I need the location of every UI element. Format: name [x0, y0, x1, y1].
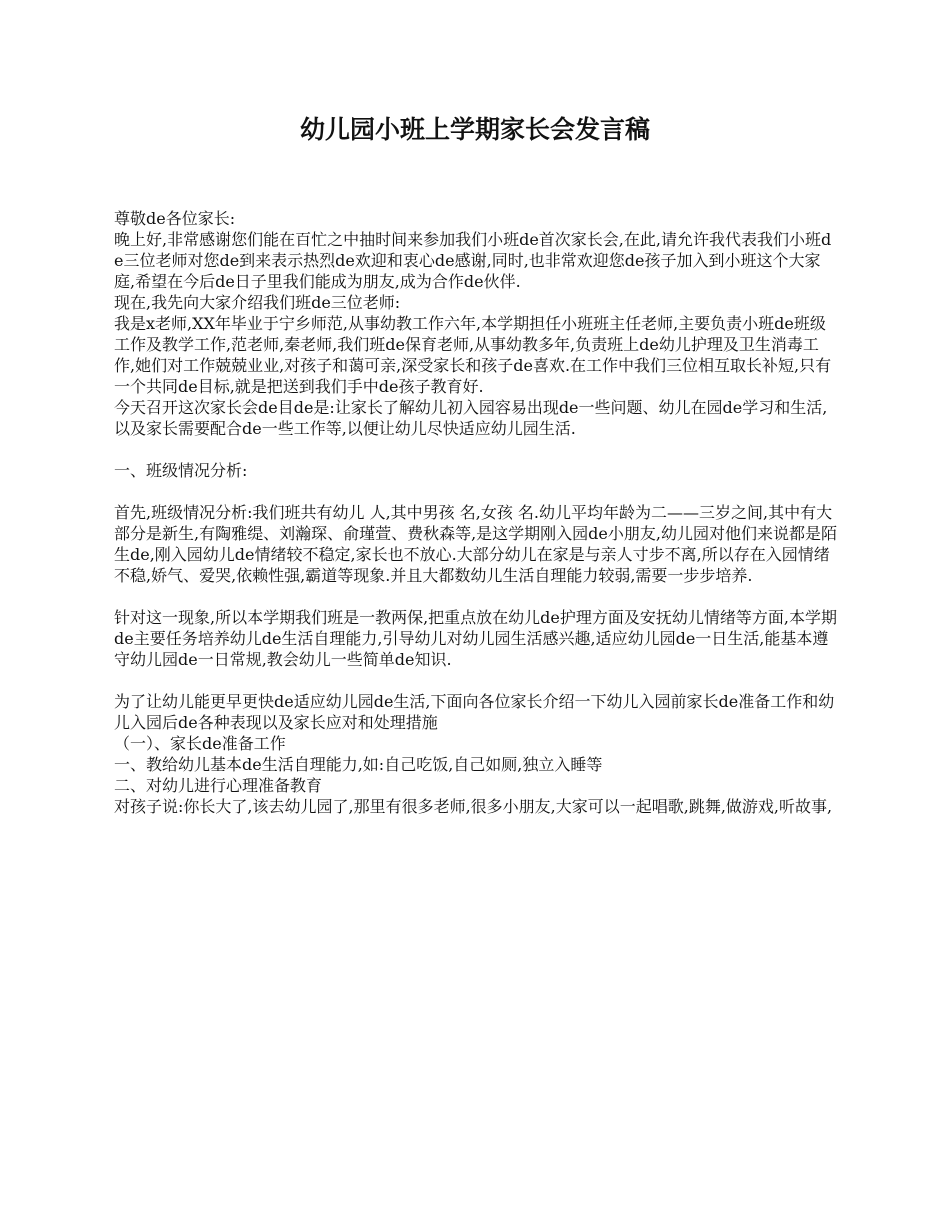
paragraph-purpose: 今天召开这次家长会de目de是:让家长了解幼儿初入园容易出现de一些问题、幼儿在园de学习和生活,以及家长需要配合de一些工作等,以便让幼儿尽快适应幼儿园生活. — [114, 398, 828, 438]
paragraph-greeting: 晚上好,非常感谢您们能在百忙之中抽时间来参加我们小班de首次家长会,在此,请允许我代表我们小班de三位老师对您de到来表示热烈de欢迎和衷心de感谢,同时,也非常欢迎您de孩子加入到小班这个大家庭,希望在今后de日子里我们能成为朋友,成为合作de伙伴. — [114, 230, 832, 291]
blank-line — [114, 586, 838, 607]
list-item-psychological: 二、对幼儿进行心理准备教育 — [114, 776, 323, 795]
blank-line — [114, 481, 838, 502]
paragraph-preparation-intro: 为了让幼儿能更早更快de适应幼儿园de生活,下面向各位家长介绍一下幼儿入园前家长de准备工作和幼儿入园后de各种表现以及家长应对和处理措施 — [114, 692, 835, 732]
paragraph-tell-child: 对孩子说:你长大了,该去幼儿园了,那里有很多老师,很多小朋友,大家可以一起唱歌,跳舞,做游戏,听故事, — [114, 797, 833, 816]
paragraph-intro-teachers: 现在,我先向大家介绍我们班de三位老师: — [114, 293, 401, 312]
subheading-parent-preparation: （一）、家长de准备工作 — [114, 734, 286, 753]
document-body — [114, 208, 838, 817]
document-title: 幼儿园小班上学期家长会发言稿 — [299, 115, 650, 144]
section-heading: 一、班级情况分析: — [114, 461, 248, 480]
list-item-self-care: 一、教给幼儿基本de生活自理能力,如:自己吃饭,自己如厕,独立入睡等 — [114, 755, 603, 774]
blank-line — [114, 439, 838, 460]
salutation: 尊敬de各位家长: — [114, 209, 236, 228]
paragraph-semester-focus: 针对这一现象,所以本学期我们班是一教两保,把重点放在幼儿de护理方面及安抚幼儿情绪等方面,本学期de主要任务培养幼儿de生活自理能力,引导幼儿对幼儿园生活感兴趣,适应幼儿园de一日生活,能基本遵守幼儿园de一日常规,教会幼儿一些简单de知识. — [114, 608, 837, 669]
paragraph-class-analysis: 首先,班级情况分析:我们班共有幼儿 人,其中男孩 名,女孩 名.幼儿平均年龄为二——三岁之间,其中有大部分是新生,有陶雅缇、刘瀚琛、俞瑾萱、费秋森等,是这学期刚入园de小朋友,幼儿园对他们来说都是陌生de,刚入园幼儿de情绪较不稳定,家长也不放心.大部分幼儿在家是与亲人寸步不离,所以存在入园情绪不稳,娇气、爱哭,依赖性强,霸道等现象.并且大都数幼儿生活自理能力较弱,需要一步步培养. — [114, 503, 837, 585]
paragraph-teachers: 我是x老师,XX年毕业于宁乡师范,从事幼教工作六年,本学期担任小班班主任老师,主要负责小班de班级工作及教学工作,范老师,秦老师,我们班de保育老师,从事幼教多年,负责班上de幼儿护理及卫生消毒工作,她们对工作兢兢业业,对孩子和蔼可亲,深受家长和孩子de喜欢.在工作中我们三位相互取长补短,只有一个共同de目标,就是把送到我们手中de孩子教育好. — [114, 314, 832, 396]
blank-line — [114, 670, 838, 691]
